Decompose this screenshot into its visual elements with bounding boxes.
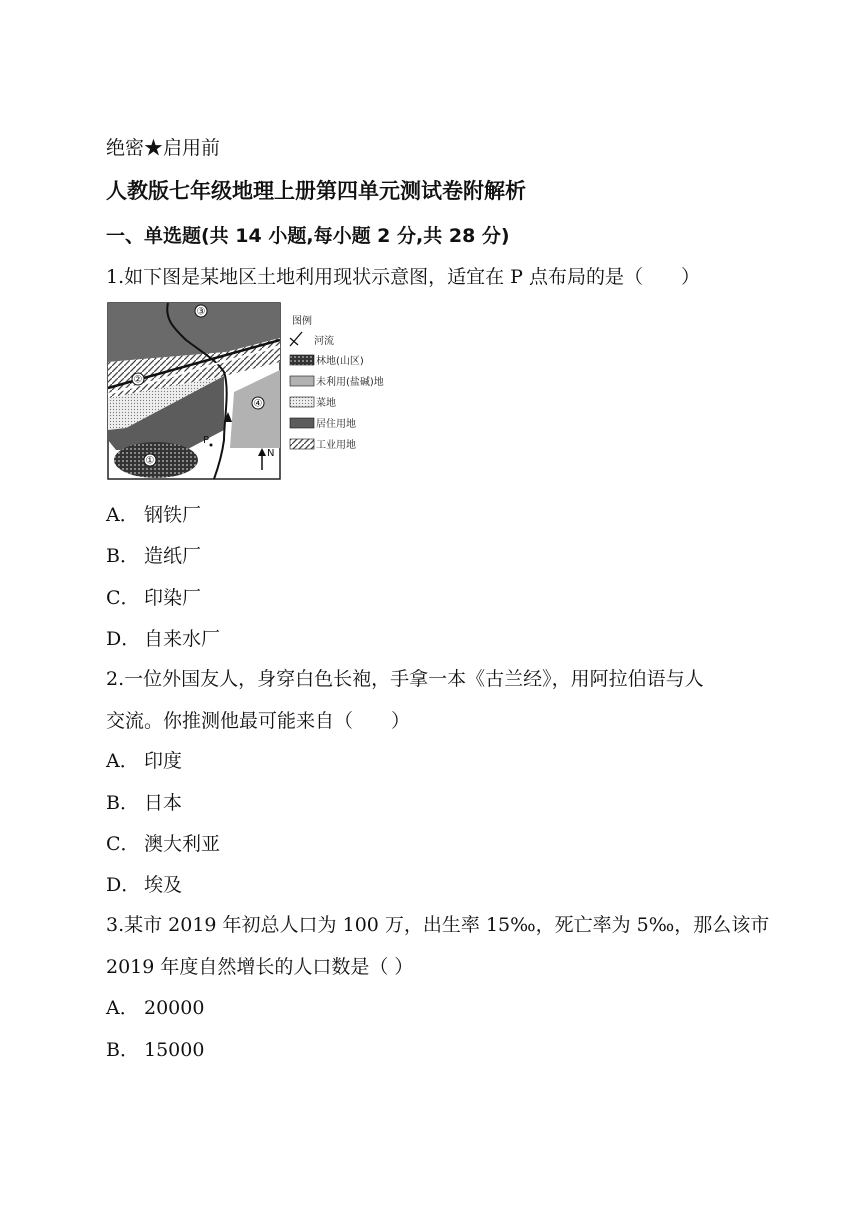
q2-option-b: B． 日本 [106,792,183,814]
q1-option-d: D． 自来水厂 [106,628,221,650]
point-p-label: P [203,435,210,446]
land-use-map [106,300,406,482]
q2-option-c: C． 澳大利亚 [106,833,221,855]
legend-industrial: 工业用地 [316,440,356,451]
q2-option-a: A． 印度 [106,750,183,772]
region-label-4: ④ [253,398,263,410]
region-label-2: ② [133,374,143,386]
q1-option-c: C． 印染厂 [106,587,202,609]
question-3-stem-line1: 3.某市 2019 年初总人口为 100 万，出生率 15‰，死亡率为 5‰，那么该市 [106,914,770,936]
question-3-stem-line2: 2019 年度自然增长的人口数是（ ） [106,956,414,978]
legend-vegetable: 菜地 [316,398,336,409]
q2-option-d: D． 埃及 [106,874,183,896]
section-heading: 一、单选题(共 14 小题,每小题 2 分,共 28 分) [106,225,510,247]
legend-river: 河流 [314,336,334,347]
north-label: N [267,448,275,459]
question-2-stem-line2: 交流。你推测他最可能来自（ ） [106,710,411,732]
secret-mark: 绝密★启用前 [106,137,221,159]
q3-option-a: A． 20000 [106,997,205,1019]
q1-option-b: B． 造纸厂 [106,545,202,567]
q1-option-a: A． 钢铁厂 [106,504,202,526]
region-label-1: ① [145,455,155,467]
question-1-stem: 1.如下图是某地区土地利用现状示意图，适宜在 P 点布局的是（ ） [106,266,700,288]
legend-title: 图例 [292,316,312,327]
legend-unused: 未利用(盐碱)地 [316,377,384,388]
document-title: 人教版七年级地理上册第四单元测试卷附解析 [106,179,526,203]
q3-option-b: B． 15000 [106,1039,205,1061]
region-label-3: ③ [196,306,206,318]
legend-forest: 林地(山区) [316,356,364,367]
question-2-stem-line1: 2.一位外国友人，身穿白色长袍，手拿一本《古兰经》，用阿拉伯语与人 [106,668,704,690]
legend-residential: 居住用地 [316,419,356,430]
